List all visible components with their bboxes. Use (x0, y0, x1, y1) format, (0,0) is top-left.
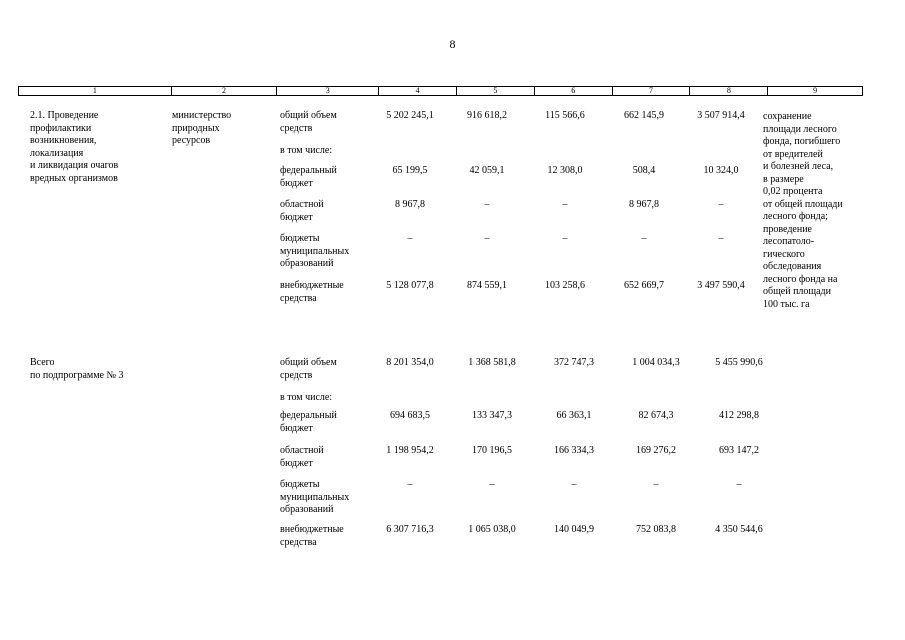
row1-value-5-3: 652 669,7 (624, 280, 664, 291)
row1-value-2-3: 508,4 (632, 165, 656, 176)
row1-value-2-2: 12 308,0 (547, 165, 583, 176)
row2-value-2-4: 412 298,8 (719, 410, 759, 421)
header-col-9: 9 (813, 86, 818, 95)
row1-value-2-1: 42 059,1 (469, 165, 505, 176)
row2-value-4-0: – (407, 479, 413, 490)
row2-value-4-3: – (653, 479, 659, 490)
row1-result: сохранение площади лесного фонда, погибшего от вредителей и болезней леса, в размере 0,02 процента от общей площади лесного фонда; проведение лесопатоло- гического обследования лесного фонда на общей площади 100 тыс. га (763, 111, 843, 310)
row1-value-4-3: – (641, 233, 647, 244)
row2-value-0-4: 5 455 990,6 (715, 357, 763, 368)
row2-label-0: общий объем средств (280, 357, 337, 381)
header-col-7: 7 (613, 87, 691, 95)
row1-value-3-2: – (562, 199, 568, 210)
header-col-2: 2 (172, 87, 278, 95)
row1-label-4: бюджеты муниципальных образований (280, 233, 350, 269)
row2-label-3: областной бюджет (280, 445, 324, 469)
row1-value-3-3: 8 967,8 (629, 199, 659, 210)
row2-value-3-3: 169 276,2 (636, 445, 676, 456)
row1-label-1: в том числе: (280, 145, 333, 156)
row1-value-0-3: 662 145,9 (624, 110, 664, 121)
row2-label-4: бюджеты муниципальных образований (280, 479, 350, 515)
row2-value-3-2: 166 334,3 (554, 445, 594, 456)
column-number-header (18, 86, 863, 96)
row2-value-2-2: 66 363,1 (556, 410, 592, 421)
row2-value-4-4: – (736, 479, 742, 490)
row2-value-2-1: 133 347,3 (472, 410, 512, 421)
row2-label-5: внебюджетные средства (280, 524, 344, 548)
row1-title: 2.1. Проведение профилактики возникновения, локализация и ликвидация очагов вредных организмов (30, 110, 119, 184)
row2-value-5-0: 6 307 716,3 (386, 524, 434, 535)
row2-value-2-0: 694 683,5 (390, 410, 430, 421)
row2-value-4-1: – (489, 479, 495, 490)
row2-value-5-1: 1 065 038,0 (468, 524, 516, 535)
row1-value-4-4: – (718, 233, 724, 244)
page-number: 8 (449, 37, 456, 51)
row2-value-2-3: 82 674,3 (638, 410, 674, 421)
row1-value-0-2: 115 566,6 (545, 110, 585, 121)
row1-label-3: областной бюджет (280, 199, 324, 223)
row2-value-3-1: 170 196,5 (472, 445, 512, 456)
row1-value-3-1: – (484, 199, 490, 210)
row2-label-1: в том числе: (280, 392, 333, 403)
row2-value-3-4: 693 147,2 (719, 445, 759, 456)
row1-value-5-0: 5 128 077,8 (386, 280, 434, 291)
row1-value-2-0: 65 199,5 (392, 165, 428, 176)
row1-executor: министерство природных ресурсов (172, 110, 232, 146)
row2-value-5-3: 752 083,8 (636, 524, 676, 535)
header-col-5: 5 (457, 87, 535, 95)
row1-label-2: федеральный бюджет (280, 165, 337, 189)
row1-value-3-4: – (718, 199, 724, 210)
row2-value-5-2: 140 049,9 (554, 524, 594, 535)
row1-value-5-1: 874 559,1 (467, 280, 507, 291)
row1-value-5-4: 3 497 590,4 (697, 280, 745, 291)
row1-value-4-1: – (484, 233, 490, 244)
row1-value-0-1: 916 618,2 (467, 110, 507, 121)
row1-label-0: общий объем средств (280, 110, 337, 134)
row1-value-0-4: 3 507 914,4 (697, 110, 745, 121)
header-col-3: 3 (277, 87, 379, 95)
row1-value-4-2: – (562, 233, 568, 244)
row1-value-0-0: 5 202 245,1 (386, 110, 434, 121)
row2-value-4-2: – (571, 479, 577, 490)
row1-value-3-0: 8 967,8 (395, 199, 425, 210)
row1-value-2-4: 10 324,0 (703, 165, 739, 176)
row2-value-0-1: 1 368 581,8 (468, 357, 516, 368)
header-col-4: 4 (379, 87, 457, 95)
row1-value-5-2: 103 258,6 (545, 280, 585, 291)
row2-value-0-3: 1 004 034,3 (632, 357, 680, 368)
header-col-6: 6 (535, 87, 613, 95)
row1-value-4-0: – (407, 233, 413, 244)
header-col-1: 1 (19, 87, 172, 95)
row2-value-3-0: 1 198 954,2 (386, 445, 434, 456)
row1-label-5: внебюджетные средства (280, 280, 344, 304)
row2-value-0-2: 372 747,3 (554, 357, 594, 368)
row2-value-0-0: 8 201 354,0 (386, 357, 434, 368)
row2-value-5-4: 4 350 544,6 (715, 524, 763, 535)
row2-title: Всего по подпрограмме № 3 (30, 357, 124, 381)
row2-label-2: федеральный бюджет (280, 410, 337, 434)
header-col-8: 8 (690, 87, 768, 95)
